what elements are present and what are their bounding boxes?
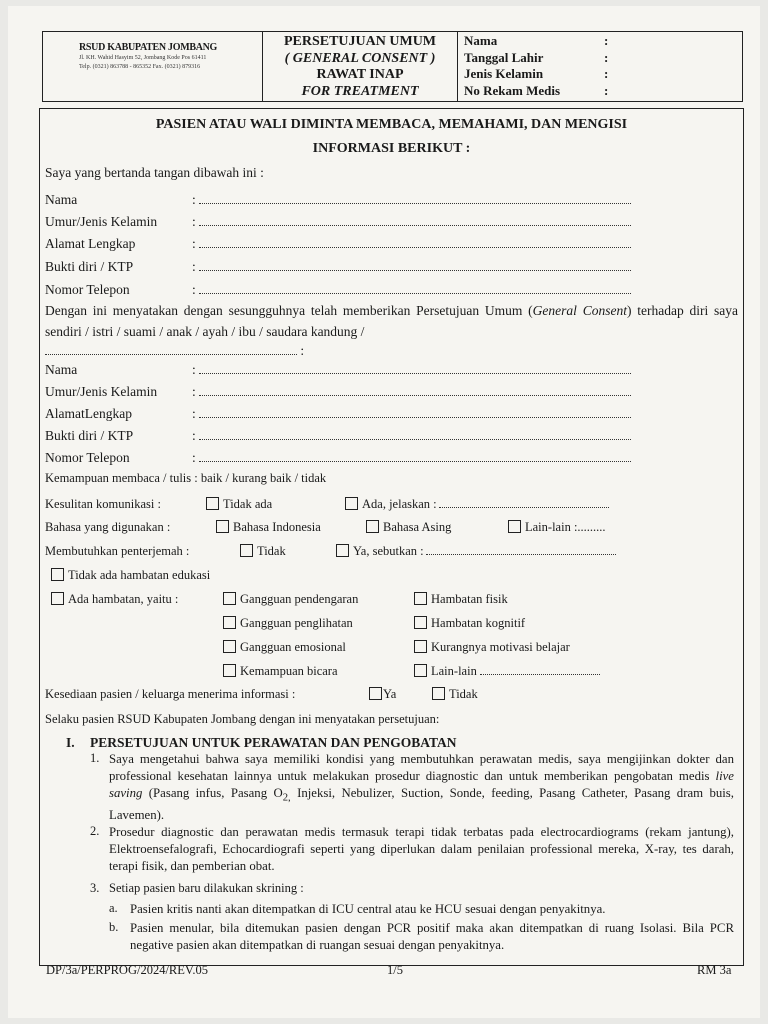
patient-label-telepon: Nomor Telepon	[45, 450, 130, 465]
patient-label-umur: Umur/Jenis Kelamin	[45, 384, 158, 399]
checkbox-icon[interactable]	[414, 616, 427, 629]
barrier-emotional-option[interactable]: Gangguan emosional	[223, 640, 346, 655]
hospital-name: RSUD KABUPATEN JOMBANG	[79, 42, 218, 53]
document-code: DP/3a/PERPROG/2024/REV.05	[46, 963, 208, 977]
item-3b-text: Pasien menular, bila ditemukan pasien dengan PCR positif maka akan ditempatkan di ruang Isolasi. Bila PCR negative pasien akan ditempatkan di ruangan sesuai dengan penyakitnya.	[130, 921, 734, 952]
checkbox-icon[interactable]	[223, 640, 236, 653]
form-title-english: ( GENERAL CONSENT )	[284, 50, 436, 66]
section-title: PERSETUJUAN UNTUK PERAWATAN DAN PENGOBATAN	[90, 735, 457, 750]
hospital-address: Jl. KH. Wahid Hasyim 52, Jombang Kode Pos 61411	[79, 55, 207, 61]
barrier-physical-option[interactable]: Hambatan fisik	[414, 592, 508, 607]
form-title-block	[263, 32, 458, 101]
item-1-number: 1.	[90, 751, 100, 765]
hospital-contact: Telp. (0321) 863788 - 865352 Fax. (0321) 879316	[79, 64, 201, 70]
willingness-label: Kesediaan pasien / keluarga menerima informasi :	[45, 687, 296, 701]
signer-ktp-field[interactable]: :	[192, 259, 631, 275]
communication-none-option[interactable]: Tidak ada	[206, 497, 272, 512]
signer-nama-field[interactable]: :	[192, 192, 631, 208]
consent-statement: Dengan ini menyatakan dengan sesungguhnya telah memberikan Persetujuan Umum (General Consent) terhadap diri saya sendiri / istri / suami / anak / ayah / ibu / saudara kandung /	[45, 303, 739, 339]
translator-yes-option[interactable]: Ya, sebutkan :	[336, 544, 616, 559]
relationship-field[interactable]: :	[45, 343, 304, 359]
item-3-number: 3.	[90, 881, 100, 895]
item-3-text: Setiap pasien baru dilakukan skrining :	[109, 881, 304, 895]
form-title-type-english: FOR TREATMENT	[301, 83, 419, 99]
header-field-no-rekam-medis[interactable]: No Rekam Medis :	[464, 82, 609, 98]
item-1-text: Saya mengetahui bahwa saya memiliki kondisi yang membutuhkan perawatan medis, saya mengijinkan dokter dan professional kesehatan lainnya untuk melakukan prosedur diagnostic dan untuk memberikan pengobatan medis live saving (Pasang infus, Pasang $O_{2,}$ Injeksi, Nebulizer, Suction, Sonde, feeding, Pasang Catheter, Pasang dram buis, Lavemen).	[109, 752, 734, 822]
instruction-heading-2: INFORMASI BERIKUT :	[312, 141, 471, 156]
communication-difficulty-label: Kesulitan komunikasi :	[45, 497, 161, 511]
language-other-option[interactable]: Lain-lain :.........	[508, 520, 606, 535]
signer-telepon-field[interactable]: :	[192, 282, 631, 298]
signer-label-alamat: Alamat Lengkap	[45, 236, 136, 251]
barrier-speech-option[interactable]: Kemampuan bicara	[223, 664, 338, 679]
language-label: Bahasa yang digunakan :	[45, 520, 171, 534]
checkbox-icon[interactable]	[414, 664, 427, 677]
checkbox-icon[interactable]	[206, 497, 219, 510]
education-barrier-option[interactable]: Ada hambatan, yaitu :	[51, 592, 178, 607]
barrier-vision-option[interactable]: Gangguan penglihatan	[223, 616, 353, 631]
checkbox-icon[interactable]	[240, 544, 253, 557]
checkbox-icon[interactable]	[216, 520, 229, 533]
communication-yes-option[interactable]: Ada, jelaskan :	[345, 497, 609, 512]
reading-ability: Kemampuan membaca / tulis : baik / kurang baik / tidak	[45, 471, 327, 485]
patient-alamat-field[interactable]: :	[192, 406, 631, 422]
patient-label-ktp: Bukti diri / KTP	[45, 428, 134, 443]
header-field-nama[interactable]: Nama :	[464, 33, 609, 48]
checkbox-icon[interactable]	[51, 592, 64, 605]
intro-text: Saya yang bertanda tangan dibawah ini :	[45, 165, 264, 180]
item-2-number: 2.	[90, 824, 100, 838]
barrier-hearing-option[interactable]: Gangguan pendengaran	[223, 592, 358, 607]
checkbox-icon[interactable]	[414, 592, 427, 605]
consent-declaration: Selaku pasien RSUD Kabupaten Jombang dengan ini menyatakan persetujuan:	[45, 712, 440, 726]
patient-label-nama: Nama	[45, 362, 78, 377]
signer-label-umur: Umur/Jenis Kelamin	[45, 214, 158, 229]
checkbox-icon[interactable]	[432, 687, 445, 700]
hospital-block	[43, 32, 263, 101]
checkbox-icon[interactable]	[414, 640, 427, 653]
item-3b-letter: b.	[109, 920, 119, 934]
patient-umur-field[interactable]: :	[192, 384, 631, 400]
signer-alamat-field[interactable]: :	[192, 236, 631, 252]
section-number: I.	[66, 735, 75, 750]
patient-id-block	[458, 32, 742, 101]
header-field-jenis-kelamin[interactable]: Jenis Kelamin :	[464, 66, 609, 81]
form-title: PERSETUJUAN UMUM	[283, 34, 437, 49]
signer-label-nama: Nama	[45, 192, 78, 207]
patient-nama-field[interactable]: :	[192, 362, 631, 378]
checkbox-icon[interactable]	[369, 687, 382, 700]
translator-no-option[interactable]: Tidak	[240, 544, 286, 559]
checkbox-icon[interactable]	[223, 616, 236, 629]
header-field-tanggal-lahir[interactable]: Tanggal Lahir :	[464, 49, 609, 65]
no-education-barrier-option[interactable]: Tidak ada hambatan edukasi	[51, 568, 210, 583]
checkbox-icon[interactable]	[51, 568, 64, 581]
translator-label: Membutuhkan penterjemah :	[45, 544, 190, 558]
checkbox-icon[interactable]	[336, 544, 349, 557]
signer-umur-field[interactable]: :	[192, 214, 631, 230]
patient-ktp-field[interactable]: :	[192, 428, 631, 444]
barrier-motivation-option[interactable]: Kurangnya motivasi belajar	[414, 640, 570, 655]
language-foreign-option[interactable]: Bahasa Asing	[366, 520, 451, 535]
instruction-heading: PASIEN ATAU WALI DIMINTA MEMBACA, MEMAHAMI, DAN MENGISI	[155, 117, 628, 132]
patient-telepon-field[interactable]: :	[192, 450, 631, 466]
willingness-no-option[interactable]: Tidak	[432, 687, 478, 702]
willingness-yes-option[interactable]: Ya	[369, 687, 396, 702]
checkbox-icon[interactable]	[223, 664, 236, 677]
checkbox-icon[interactable]	[508, 520, 521, 533]
checkbox-icon[interactable]	[223, 592, 236, 605]
item-3a-letter: a.	[109, 901, 118, 915]
form-body	[39, 108, 744, 966]
item-3a-text: Pasien kritis nanti akan ditempatkan di ICU central atau ke HCU sesuai dengan penyakitnya.	[130, 902, 606, 916]
form-code: RM 3a	[697, 963, 732, 977]
checkbox-icon[interactable]	[366, 520, 379, 533]
signer-label-telepon: Nomor Telepon	[45, 282, 130, 297]
form-header	[42, 31, 743, 102]
patient-label-alamat: AlamatLengkap	[45, 406, 132, 421]
barrier-cognitive-option[interactable]: Hambatan kognitif	[414, 616, 525, 631]
barrier-other-option[interactable]: Lain-lain	[414, 664, 600, 679]
signer-label-ktp: Bukti diri / KTP	[45, 259, 134, 274]
checkbox-icon[interactable]	[345, 497, 358, 510]
page-number: 1/5	[387, 963, 403, 977]
language-indonesia-option[interactable]: Bahasa Indonesia	[216, 520, 321, 535]
form-title-type: RAWAT INAP	[316, 67, 404, 82]
item-2-text: Prosedur diagnostic dan perawatan medis termasuk terapi tidak terbatas pada electrocardiograms (rekam jantung), Elektroensefalografi, Echocardiografi seperti yang diperlukan dalam penilaian professional mereka, X-ray, tes darah, terapi fisik, dan pemberian obat.	[109, 825, 734, 873]
